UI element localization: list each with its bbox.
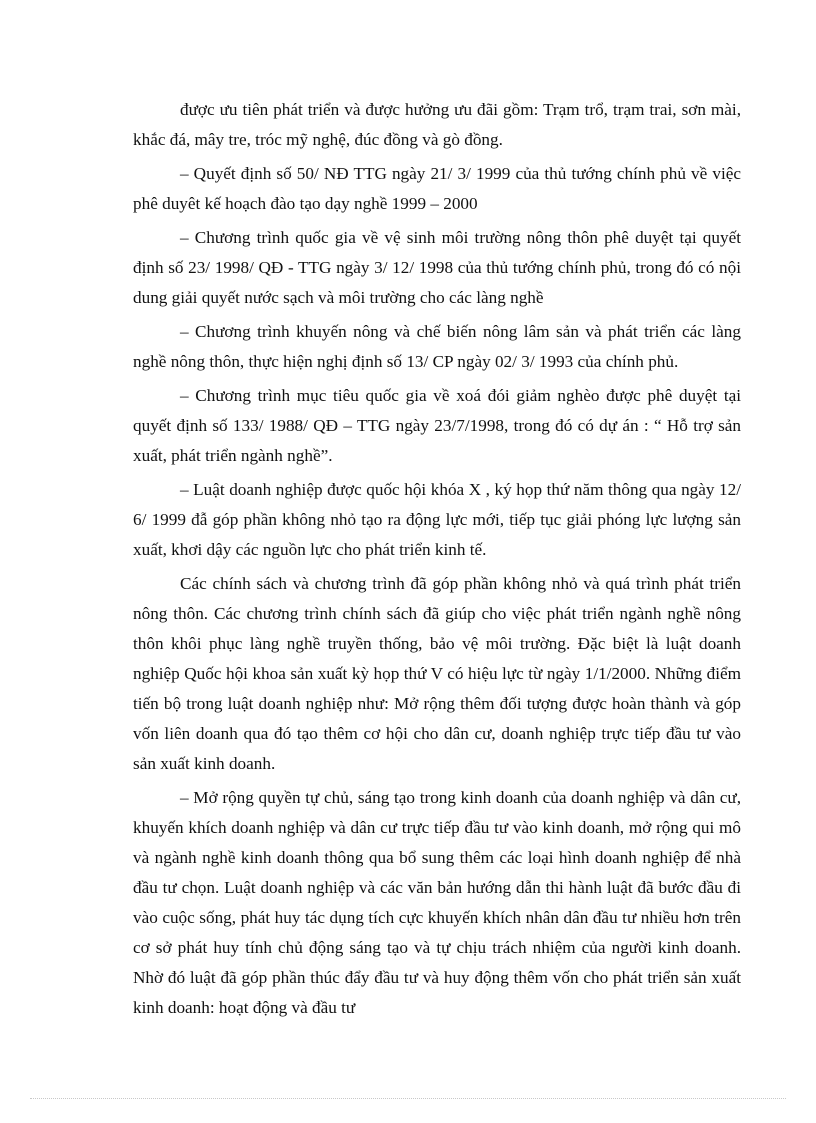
page-bottom-divider — [30, 1098, 786, 1099]
paragraph-enterprise-law: – Luật doanh nghiệp được quốc hội khóa X , ký họp thứ năm thông qua ngày 12/ 6/ 1999 đẫ góp phần không nhỏ tạo ra động lực mới, tiếp tục giải phóng lực lượng sản xuất, khơi dậy các nguồn lực cho phát triển kinh tế. — [133, 480, 741, 559]
paragraph-policies-summary: Các chính sách và chương trình đã góp phần không nhỏ và quá trình phát triển nông thôn. Các chương trình chính sách đã giúp cho việc phát triển ngành nghề nông thôn khôi phục làng nghề truyền thống, bảo vệ môi trường. Đặc biệt là luật doanh nghiệp Quốc hội khoa sản xuất kỳ họp thứ V có hiệu lực từ ngày 1/1/2000. Những điểm tiến bộ trong luật doanh nghiệp như: Mở rộng thêm đối tượng được hoàn thành và góp vốn liên doanh qua đó tạo thêm cơ hội cho dân cư, doanh nghiệp trực tiếp đầu tư vào sản xuất kinh doanh. — [133, 574, 741, 773]
paragraph-agriculture-program: – Chương trình khuyến nông và chế biến nông lâm sản và phát triển các làng nghề nông thôn, thực hiện nghị định số 13/ CP ngày 02/ 3/ 1993 của chính phủ. — [133, 322, 741, 371]
paragraph-poverty-program: – Chương trình mục tiêu quốc gia về xoá đói giảm nghèo được phê duyệt tại quyết định số 133/ 1988/ QĐ – TTG ngày 23/7/1998, trong đó có dự án : “ Hỗ trợ sản xuất, phát triển ngành nghề”. — [133, 386, 741, 465]
document-body — [133, 95, 741, 1027]
paragraph-sanitation-program: – Chương trình quốc gia về vệ sinh môi trường nông thôn phê duyệt tại quyết định số 23/ 1998/ QĐ - TTG ngày 3/ 12/ 1998 của thủ tướng chính phủ, trong đó có nội dung giải quyết nước sạch và môi trường cho các làng nghề — [133, 228, 741, 307]
paragraph-expanding-autonomy: – Mở rộng quyền tự chủ, sáng tạo trong kinh doanh của doanh nghiệp và dân cư, khuyến khích doanh nghiệp và dân cư trực tiếp đầu tư vào kinh doanh, mở rộng qui mô và ngành nghề kinh doanh thông qua bổ sung thêm các loại hình doanh nghiệp để nhà đầu tư chọn. Luật doanh nghiệp và các văn bản hướng dẫn thi hành luật đã bước đầu đi vào cuộc sống, phát huy tác dụng tích cực khuyến khích nhân dân đầu tư nhiều hơn trên cơ sở phát huy tính chủ động sáng tạo và tự chịu trách nhiệm của người kinh doanh. Nhờ đó luật đã góp phần thúc đẩy đầu tư và huy động thêm vốn cho phát triển sản xuất kinh doanh: hoạt động và đầu tư — [133, 788, 741, 1017]
paragraph-continuation: được ưu tiên phát triển và được hưởng ưu đãi gồm: Trạm trổ, trạm trai, sơn mài, khắc đá, mây tre, tróc mỹ nghệ, đúc đồng và gò đồng. — [133, 100, 741, 149]
paragraph-decision-50: – Quyết định số 50/ NĐ TTG ngày 21/ 3/ 1999 của thủ tướng chính phủ về việc phê duyêt kế hoạch đào tạo dạy nghề 1999 – 2000 — [133, 164, 741, 213]
